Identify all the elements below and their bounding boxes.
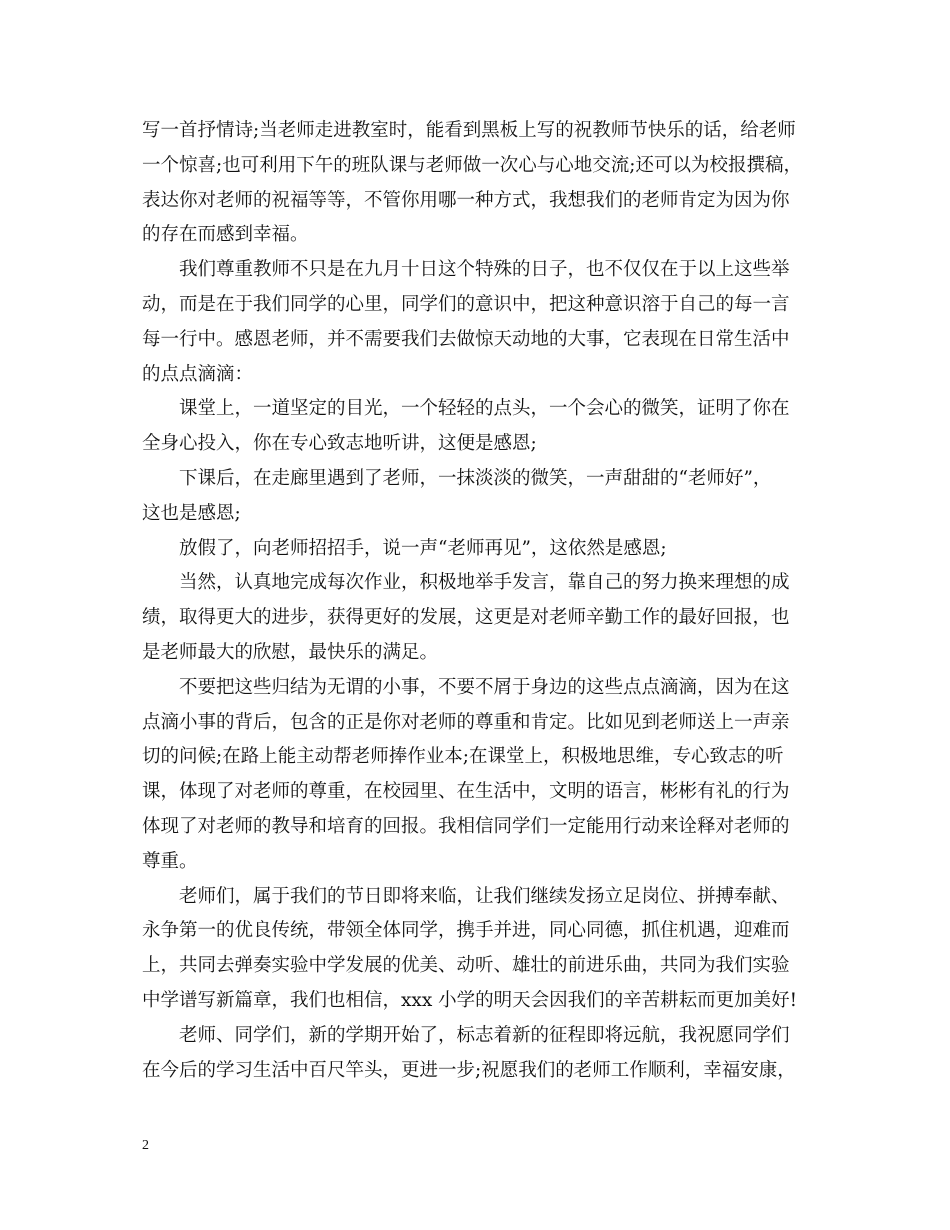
- text-line: 一个惊喜;也可利用下午的班队课与老师做一次心与心地交流;还可以为校报撰稿，: [142, 154, 802, 176]
- text-line: 永争第一的优良传统，带领全体同学，携手并进，同心同德，抓住机遇，迎难而: [142, 920, 790, 942]
- text-line: 这也是感恩;: [142, 502, 241, 524]
- text-line: 的点点滴滴：: [142, 363, 254, 385]
- text-line: 中学谱写新篇章，我们也相信，xxx 小学的明天会因我们的辛苦耕耘而更加美好!: [142, 989, 798, 1011]
- text-line: 当然，认真地完成每次作业，积极地举手发言，靠自己的努力换来理想的成: [179, 572, 790, 594]
- text-line: 上，共同去弹奏实验中学发展的优美、动听、雄壮的前进乐曲，共同为我们实验: [142, 955, 790, 977]
- text-line: 在今后的学习生活中百尺竿头，更进一步;祝愿我们的老师工作顺利，幸福安康，: [142, 1059, 796, 1081]
- text-line: 课堂上，一道坚定的目光，一个轻轻的点头，一个会心的微笑，证明了你在: [179, 398, 790, 420]
- text-line: 尊重。: [142, 850, 198, 872]
- page-number: 2: [142, 1138, 149, 1153]
- text-line: 是老师最大的欣慰，最快乐的满足。: [142, 641, 439, 663]
- text-line: 写一首抒情诗;当老师走进教室时，能看到黑板上写的祝教师节快乐的话，给老师: [142, 120, 796, 141]
- text-line: 点滴小事的背后，包含的正是你对老师的尊重和肯定。比如见到老师送上一声亲: [142, 711, 790, 733]
- text-line: 每一行中。感恩老师，并不需要我们去做惊天动地的大事，它表现在日常生活中: [142, 328, 790, 350]
- text-line: 体现了对老师的教导和培育的回报。我相信同学们一定能用行动来诠释对老师的: [142, 815, 790, 837]
- text-line: 课，体现了对老师的尊重，在校园里、在生活中，文明的语言，彬彬有礼的行为: [142, 781, 790, 803]
- text-line: 切的问候;在路上能主动帮老师捧作业本;在课堂上，积极地思维，专心致志的听: [142, 746, 784, 768]
- text-line: 动，而是在于我们同学的心里，同学们的意识中，把这种意识溶于自己的每一言: [142, 293, 790, 315]
- body-text: [142, 114, 808, 1088]
- text-line: 表达你对老师的祝福等等，不管你用哪一种方式，我想我们的老师肯定为因为你: [142, 189, 790, 211]
- text-line: 老师、同学们，新的学期开始了，标志着新的征程即将远航，我祝愿同学们: [179, 1024, 790, 1046]
- text-line: 不要把这些归结为无谓的小事，不要不屑于身边的这些点点滴滴，因为在这: [179, 676, 790, 698]
- text-line: 我们尊重教师不只是在九月十日这个特殊的日子，也不仅仅在于以上这些举: [179, 259, 790, 281]
- text-line: 放假了，向老师招招手，说一声“老师再见”，这依然是感恩;: [179, 537, 667, 559]
- text-line: 绩，取得更大的进步，获得更好的发展，这更是对老师辛勤工作的最好回报，也: [142, 607, 790, 629]
- text-line: 的存在而感到幸福。: [142, 224, 309, 246]
- text-line: 老师们，属于我们的节日即将来临，让我们继续发扬立足岗位、拼搏奉献、: [179, 885, 790, 907]
- text-line: 下课后，在走廊里遇到了老师，一抹淡淡的微笑，一声甜甜的“老师好”，: [179, 467, 772, 489]
- text-line: 全身心投入，你在专心致志地听讲，这便是感恩;: [142, 433, 537, 455]
